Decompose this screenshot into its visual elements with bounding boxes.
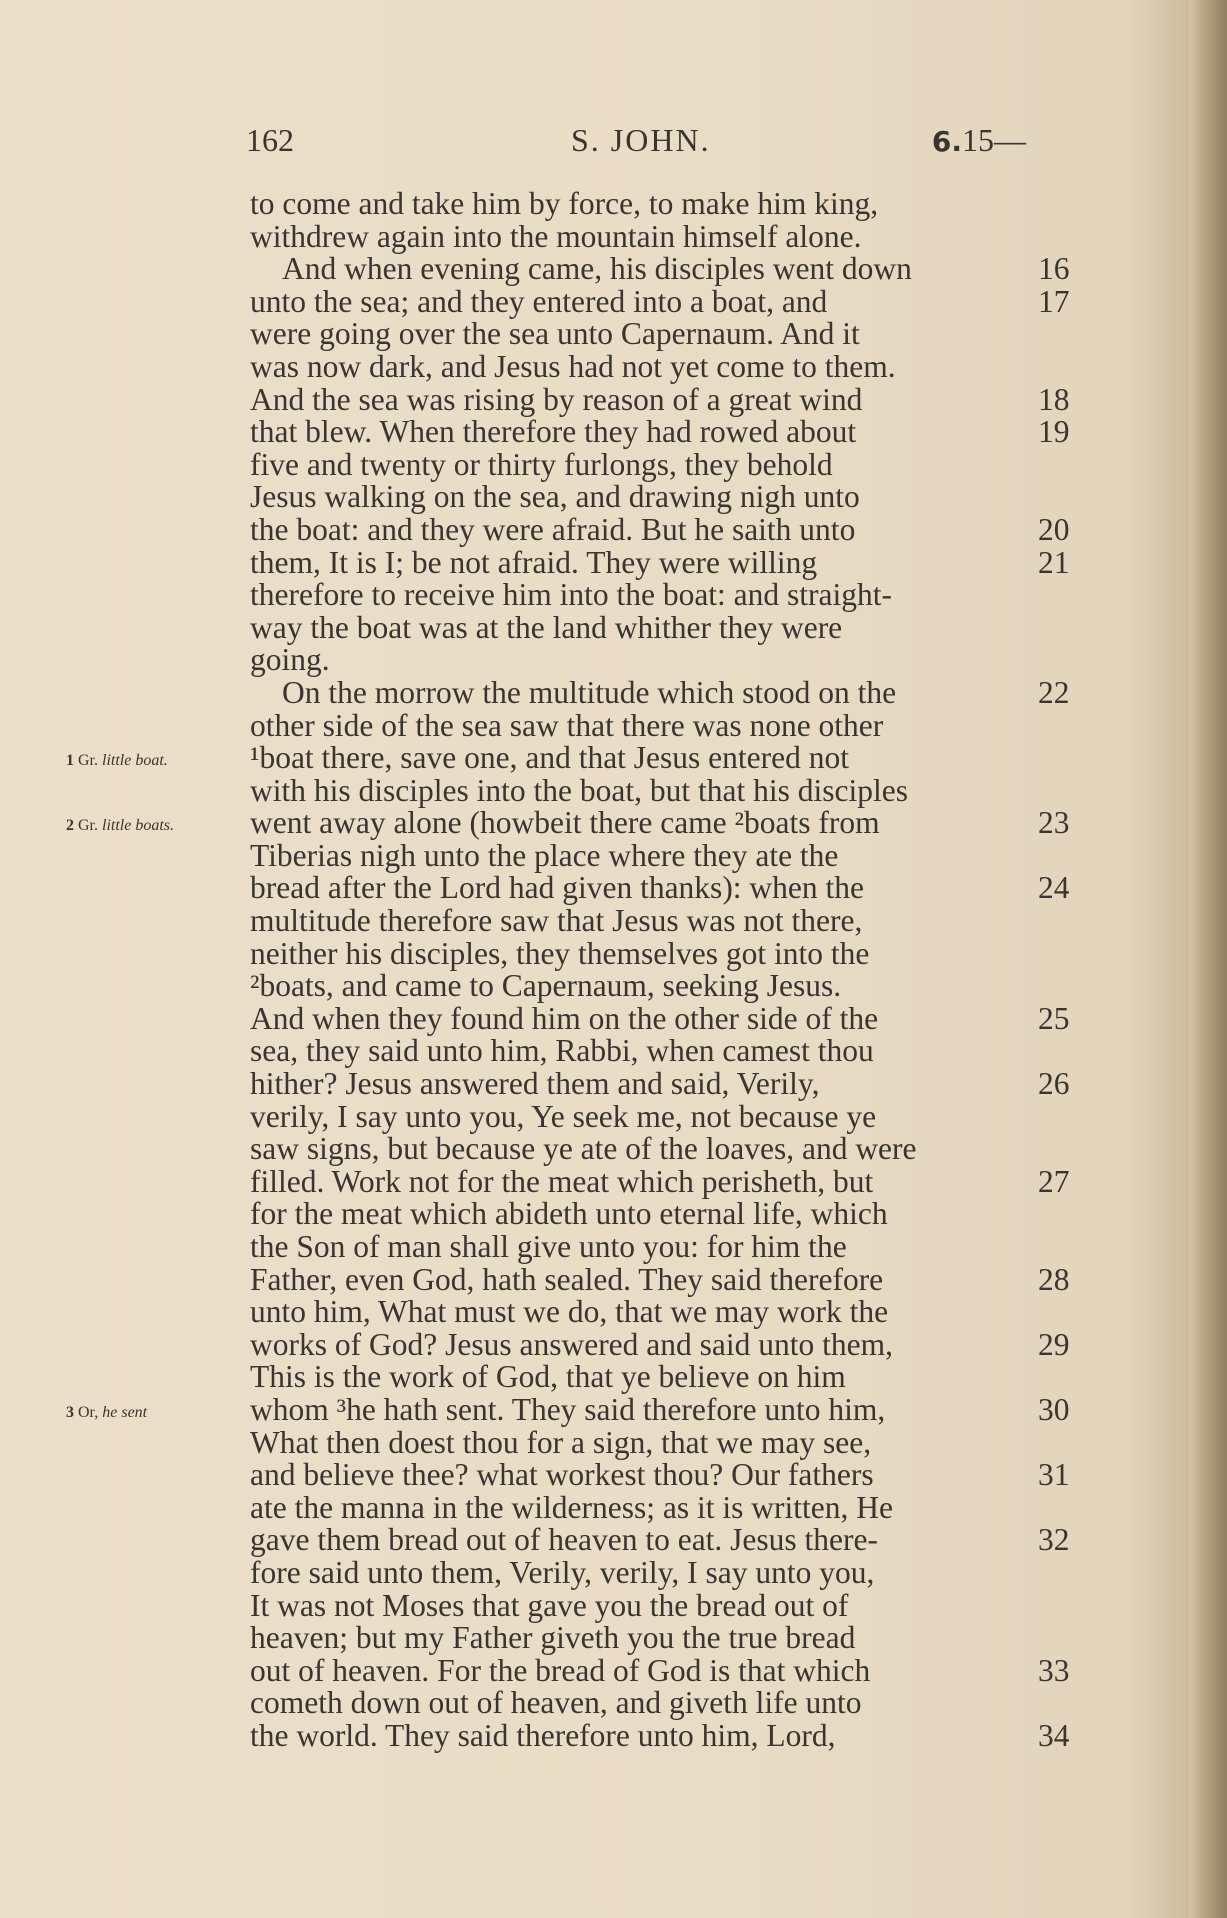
- line-text: the boat: and they were afraid. But he saith unto: [250, 511, 856, 547]
- note-text: he sent: [102, 1404, 148, 1422]
- line-text: What then doest thou for a sign, that we may see,: [250, 1424, 872, 1460]
- line-text: sea, they said unto him, Rabbi, when camest thou: [250, 1033, 874, 1069]
- note-prefix: Or,: [78, 1404, 99, 1422]
- line-text: other side of the sea saw that there was none other: [250, 707, 884, 743]
- line-text: Jesus walking on the sea, and drawing nigh unto: [250, 479, 860, 515]
- line-text: Father, even God, hath sealed. They said therefore: [250, 1261, 884, 1297]
- line-text: fore said unto them, Verily, verily, I say unto you,: [250, 1554, 875, 1590]
- verse-number: 28: [1038, 1261, 1070, 1297]
- line-text: the world. They said therefore unto him, Lord,: [250, 1717, 836, 1753]
- line-text: going.: [250, 642, 330, 678]
- line-text: bread after the Lord had given thanks): when the: [250, 870, 865, 906]
- line-text: for the meat which abideth unto eternal life, which: [250, 1196, 888, 1232]
- text-line: [250, 1622, 1080, 1655]
- line-text: withdrew again into the mountain himself alone.: [250, 218, 862, 254]
- note-text: little boat.: [102, 752, 168, 770]
- line-text: were going over the sea unto Capernaum. And it: [250, 316, 860, 352]
- ref-chapter: 6.: [931, 125, 962, 158]
- line-text: And when evening came, his disciples went down: [282, 251, 912, 287]
- text-line: [250, 1326, 1080, 1362]
- chapter-verse-ref: [932, 122, 1026, 159]
- line-text: neither his disciples, they themselves got into the: [250, 935, 870, 971]
- text-line: [250, 1133, 1080, 1166]
- text-line: [250, 1068, 1080, 1101]
- page-edge-shadow: [1189, 0, 1227, 1918]
- verse-number: 29: [1038, 1326, 1070, 1362]
- text-line: [250, 1361, 1080, 1394]
- margin-note: [66, 752, 168, 770]
- note-number: 3: [66, 1404, 74, 1422]
- note-prefix: Gr.: [78, 752, 98, 770]
- line-text: and believe thee? what workest thou? Our fathers: [250, 1457, 874, 1493]
- line-text: therefore to receive him into the boat: and straight-: [250, 577, 893, 613]
- line-text: This is the work of God, that ye believe on him: [250, 1359, 846, 1395]
- line-text: unto the sea; and they entered into a boat, and: [250, 283, 828, 319]
- text-line: [250, 318, 1080, 351]
- line-text: five and twenty or thirty furlongs, they behold: [250, 446, 833, 482]
- margin-note: [66, 1404, 147, 1422]
- text-line: [250, 935, 1080, 971]
- text-line: [250, 644, 1080, 677]
- line-text: Tiberias nigh unto the place where they ate the: [250, 837, 839, 873]
- text-line: [250, 807, 1080, 840]
- text-line: [250, 1391, 1080, 1427]
- note-number: 2: [66, 817, 74, 835]
- line-text: heaven; but my Father giveth you the true bread: [250, 1620, 856, 1656]
- verse-number: 20: [1038, 511, 1070, 547]
- text-line: [250, 1098, 1080, 1134]
- line-text: with his disciples into the boat, but that his disciples: [250, 772, 908, 808]
- text-line: [250, 1687, 1080, 1720]
- verse-number: 17: [1038, 283, 1070, 319]
- note-number: 1: [66, 752, 74, 770]
- text-line: [250, 609, 1080, 645]
- line-text: was now dark, and Jesus had not yet come to them.: [250, 348, 896, 384]
- text-line: [250, 283, 1080, 319]
- note-text: little boats.: [102, 817, 174, 835]
- line-text: On the morrow the multitude which stood on the: [282, 674, 897, 710]
- text-line: [250, 1587, 1080, 1623]
- line-text: unto him, What must we do, that we may work the: [250, 1294, 889, 1330]
- text-line: [250, 1231, 1080, 1264]
- text-line: [250, 742, 1080, 775]
- running-header: [246, 122, 1026, 162]
- line-text: ²boats, and came to Capernaum, seeking Jesus.: [250, 968, 842, 1004]
- text-line: [250, 381, 1080, 417]
- text-line: [250, 707, 1080, 743]
- verse-number: 21: [1038, 544, 1070, 580]
- line-text: And when they found him on the other side of the: [250, 1000, 879, 1036]
- margin-note: [66, 817, 174, 835]
- text-line: [250, 253, 1080, 286]
- note-prefix: Gr.: [78, 817, 98, 835]
- line-text: ate the manna in the wilderness; as it is written, He: [250, 1489, 893, 1525]
- text-line: [250, 348, 1080, 384]
- text-line: [250, 579, 1080, 612]
- verse-number: 18: [1038, 381, 1070, 417]
- line-text: ¹boat there, save one, and that Jesus entered not: [250, 740, 849, 776]
- text-line: [250, 188, 1080, 221]
- verse-number: 27: [1038, 1163, 1070, 1199]
- verse-number: 26: [1038, 1066, 1070, 1102]
- text-line: [250, 1000, 1080, 1036]
- text-line: [250, 1198, 1080, 1231]
- text-line: [250, 1489, 1080, 1525]
- verse-number: 22: [1038, 674, 1070, 710]
- text-line: [250, 416, 1080, 449]
- text-line: [250, 1524, 1080, 1557]
- text-line: [250, 1459, 1080, 1492]
- line-text: multitude therefore saw that Jesus was not there,: [250, 903, 863, 939]
- verse-number: 31: [1038, 1457, 1070, 1493]
- line-text: out of heaven. For the bread of God is that which: [250, 1652, 871, 1688]
- text-line: [250, 905, 1080, 938]
- line-text: filled. Work not for the meat which perisheth, but: [250, 1163, 874, 1199]
- text-line: [250, 1554, 1080, 1590]
- verse-number: 32: [1038, 1522, 1070, 1558]
- verse-number: 30: [1038, 1391, 1070, 1427]
- verse-number: 19: [1038, 414, 1070, 450]
- line-text: them, It is I; be not afraid. They were willing: [250, 544, 818, 580]
- text-line: [250, 1652, 1080, 1688]
- text-line: [250, 970, 1080, 1003]
- text-line: [250, 1261, 1080, 1297]
- line-text: gave them bread out of heaven to eat. Jesus there-: [250, 1522, 879, 1558]
- verse-number: 34: [1038, 1717, 1070, 1753]
- line-text: way the boat was at the land whither they were: [250, 609, 843, 645]
- text-line: [250, 1296, 1080, 1329]
- text-line: [250, 544, 1080, 580]
- line-text: works of God? Jesus answered and said unto them,: [250, 1326, 893, 1362]
- text-line: [250, 1163, 1080, 1199]
- text-line: [250, 218, 1080, 254]
- line-text: whom ³he hath sent. They said therefore unto him,: [250, 1391, 886, 1427]
- text-line: [250, 446, 1080, 482]
- text-line: [250, 1035, 1080, 1068]
- verse-number: 23: [1038, 805, 1070, 841]
- scripture-text: [250, 188, 1080, 1753]
- text-line: [250, 872, 1080, 905]
- text-line: [250, 837, 1080, 873]
- line-text: the Son of man shall give unto you: for him the: [250, 1229, 847, 1264]
- verse-number: 24: [1038, 870, 1070, 906]
- page-number: 162: [246, 122, 294, 158]
- line-text: that blew. When therefore they had rowed about: [250, 414, 857, 450]
- text-line: [250, 772, 1080, 808]
- verse-number: 33: [1038, 1652, 1070, 1688]
- line-text: saw signs, but because ye ate of the loaves, and were: [250, 1131, 917, 1167]
- text-line: [250, 1424, 1080, 1460]
- line-text: hither? Jesus answered them and said, Verily,: [250, 1066, 820, 1102]
- line-text: to come and take him by force, to make him king,: [250, 186, 879, 221]
- line-text: cometh down out of heaven, and giveth life unto: [250, 1685, 862, 1721]
- text-line: [250, 481, 1080, 514]
- verse-number: 16: [1038, 251, 1070, 287]
- text-line: [250, 674, 1080, 710]
- line-text: went away alone (howbeit there came ²boats from: [250, 805, 880, 841]
- text-line: [250, 1717, 1080, 1753]
- text-line: [250, 511, 1080, 547]
- line-text: It was not Moses that gave you the bread out of: [250, 1587, 849, 1623]
- line-text: And the sea was rising by reason of a great wind: [250, 381, 863, 417]
- ref-verse: 15—: [962, 122, 1026, 158]
- line-text: verily, I say unto you, Ye seek me, not because ye: [250, 1098, 877, 1134]
- verse-number: 25: [1038, 1000, 1070, 1036]
- book-title: S. JOHN.: [571, 122, 711, 158]
